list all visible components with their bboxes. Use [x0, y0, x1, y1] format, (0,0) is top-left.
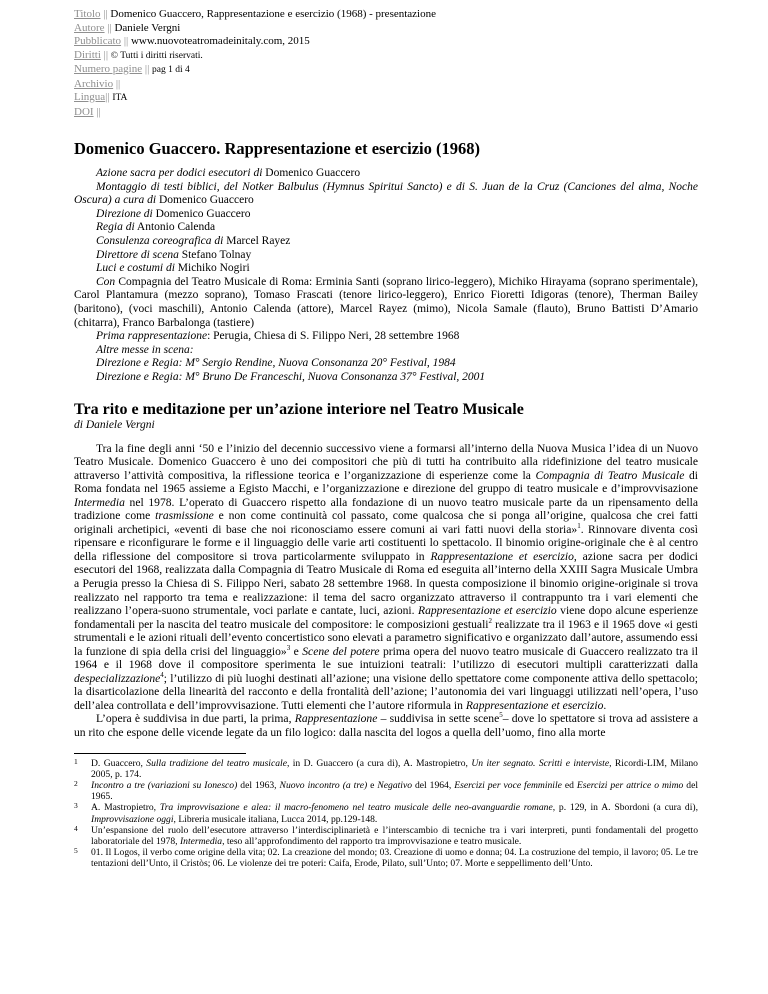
meta-value-title: Domenico Guaccero, Rappresentazione e esercizio (1968) - presentazione — [110, 8, 436, 20]
meta-row-published: Pubblicato || www.nuovoteatromadeinitaly.com, 2015 — [74, 35, 310, 47]
footnote-4: 4 Un’espansione del ruolo dell’esecutore attraverso l’interdisciplinarietà e l’interscambio di tecniche tra i vari interpreti, punti fondamentali del progetto laboratoriale del 1978, Intermedia, teso all’approfondimento del rapporto tra improvvisazione e teatro musicale. — [74, 823, 698, 847]
meta-key-archive[interactable]: Archivio — [74, 77, 114, 90]
footnote-5: 5 01. Il Logos, il verbo come origine della vita; 02. La creazione del mondo; 03. Creazione di uomo e donna; 04. La costruzione del tempio, il lavoro; 05. Le tre tentazioni dell’Unto, il Cristòs; 06. Le violenze dei tre poteri: Caifa, Erode, Pilato, sull’Unto; 07. Morte e seppellimento dell’Unto. — [74, 846, 698, 870]
meta-key-rights[interactable]: Diritti — [74, 48, 101, 61]
footnote-ref[interactable]: 1 — [577, 521, 581, 530]
section-heading: Tra rito e meditazione per un’azione interiore nel Teatro Musicale — [74, 400, 524, 418]
metadata-block — [74, 8, 698, 119]
footnote-1: 1 D. Guaccero, Sulla tradizione del teatro musicale, in D. Guaccero (a cura di), A. Mastropietro, Un iter segnato. Scritti e interviste, Ricordi-LIM, Milano 2005, p. 174. — [74, 756, 698, 780]
footnote-3: 3 A. Mastropietro, Tra improvvisazione e alea: il macro-fenomeno nel teatro musicale delle neo-avanguardie romane, p. 129, in A. Sbordoni (a cura di), Improvvisazione oggi, Libreria musicale italiana, Lucca 2014, pp.129-148. — [74, 801, 698, 825]
meta-key-author[interactable]: Autore — [74, 21, 105, 34]
credit-line: Prima rappresentazione: Perugia, Chiesa di S. Filippo Neri, 28 settembre 1968 — [96, 330, 460, 343]
article-body — [74, 442, 698, 740]
meta-row-pages: Numero pagine || pag 1 di 4 — [74, 63, 190, 75]
meta-value-pages: pag 1 di 4 — [152, 65, 190, 75]
meta-row-author: Autore || Daniele Vergni — [74, 21, 181, 34]
credit-line: Regia di Antonio Calenda — [96, 221, 216, 234]
meta-key-language[interactable]: Lingua — [74, 91, 106, 103]
footnote-ref[interactable]: 4 — [160, 670, 164, 679]
footnote-2: 2 Incontro a tre (variazioni su Ionesco) del 1963, Nuovo incontro (a tre) e Negativo del 1964, Esercizi per voce femminile ed Esercizi per attrice o mimo del 1965. — [74, 778, 698, 803]
meta-key-pages[interactable]: Numero pagine — [74, 63, 143, 75]
credit-line: Azione sacra per dodici esecutori di Domenico Guaccero — [96, 167, 361, 179]
meta-value-published: www.nuovoteatromadeinitaly.com, 2015 — [130, 35, 310, 47]
footnote-ref[interactable]: 2 — [488, 616, 493, 625]
credit-line: Luci e costumi di Michiko Nogiri — [96, 262, 250, 275]
byline: di Daniele Vergni — [74, 418, 155, 431]
meta-key-published[interactable]: Pubblicato — [74, 35, 122, 47]
meta-key-title[interactable]: Titolo — [74, 8, 101, 20]
credit-line: Direzione di Domenico Guaccero — [96, 207, 251, 220]
paragraph: L’opera è suddivisa in due parti, la prima, Rappresentazione – suddivisa in sette scene$^5$– dove lo spettatore si trova ad assistere a un rito che espone delle vicende legate da un filo logico: dalla nascita del logos a quella dell’uomo, fino alla morte — [74, 711, 699, 739]
meta-row-title: Titolo || Domenico Guaccero, Rappresentazione e esercizio (1968) - presentazione — [74, 8, 436, 20]
meta-row-language: Lingua|| ITA — [74, 91, 128, 103]
footnote-ref[interactable]: 5 — [499, 711, 503, 720]
credit-line: Direttore di scena Stefano Tolnay — [96, 248, 252, 261]
credit-line: Montaggio di testi biblici, del Notker Balbulus (Hymnus Spiritui Sancto) e di S. Juan de la Cruz (Canciones del alma, Noche Oscura) a cura di Domenico Guaccero — [74, 180, 698, 207]
document-title: Domenico Guaccero. Rappresentazione et esercizio (1968) — [74, 139, 480, 158]
credit-line: Altre messe in scena: — [96, 343, 194, 356]
meta-row-doi: DOI || — [74, 105, 101, 118]
meta-value-language: ITA — [112, 93, 128, 103]
credits-block — [74, 167, 698, 385]
document-page — [74, 8, 698, 870]
credit-line: Direzione e Regia: M° Bruno De Franceschi, Nuova Consonanza 37° Festival, 2001 — [96, 370, 486, 383]
meta-row-rights: Diritti || © Tutti i diritti riservati. — [74, 48, 203, 61]
footnote-ref[interactable]: 3 — [286, 643, 291, 652]
meta-value-author: Daniele Vergni — [114, 21, 181, 34]
meta-row-archive: Archivio || — [74, 77, 121, 90]
credit-line: Consulenza coreografica di Marcel Rayez — [96, 234, 291, 247]
credit-line: Con Compagnia del Teatro Musicale di Roma: Erminia Santi (soprano lirico-leggero), Michiko Hirayama (soprano sperimentale), Carol Plantamura (mezzo soprano), Tomaso Frascati (tenore lirico-leggero), Enrico Fioretti Idigoras (tenore), Therman Bailey (baritono), (voci maschili), Antonio Calenda (attore), Marcel Rayez (mimo), Nicola Samale (flauto), Bruno Battisti D’Amario (chitarra), Franco Barbalonga (tastiere) — [74, 275, 698, 329]
meta-value-rights: © Tutti i diritti riservati. — [110, 50, 203, 61]
paragraph: Tra la fine degli anni ‘50 e l’inizio del decennio successivo viene a formarsi all’interno della Nuova Musica l’idea di un Nuovo Teatro Musicale. Domenico Guaccero è uno dei compositori che più di tutti ha contribuito alla ridefinizione del teatro musicale attraverso l’attività compositiva, la riflessione teorica e l’organizzazione di esperienze come la Compagnia di Teatro Musicale di Roma fondata nel 1965 assieme a Egisto Macchi, e l’organizzazione e direzione del gruppo di teatro musicale e d’improvvisazione Intermedia nel 1978. L’operato di Guaccero rispetto alla fondazione di un nuovo teatro musicale parte da un ripensamento della tradizione come trasmissione e non come continuità col passato, come qualcosa che si ponga all’origine, qualcosa che crei fatti originali archetipici, «eventi di base che noi riconosciamo essere comuni ai vari fatti nuovi della storia»$^1$. Rinnovare diventa così ripensare e riconfigurare le forme e il linguaggio delle varie arti costituenti lo spettacolo. Il binomio origine-originale che è al centro della riflessione del compositore si trova particolarmente sviluppato in Rappresentazione et esercizio, azione sacra per dodici esecutori del 1968, realizzata dalla Compagnia di Teatro Musicale di Roma ed eseguita all’interno della XXIII Sagra Musicale Umbra a Perugia presso la Chiesa di S. Filippo Neri, sabato 28 settembre 1968. In questa composizione il binomio origine-originale si trova realizzato nel rapporto tra tema e realizzazione: il tema del sacro organizzato attraverso il contrappunto tra i vari elementi che realizzano l’opera-suono strumentale, voci parlate e cantate, luci, azioni. Rappresentazione et esercizio viene dopo alcune esperienze fondamentali per la nascita del teatro musicale del compositore: le composizioni gestuali$^2$ realizzate tra il 1963 e il 1965 dove «i gesti strumentali e le azioni rituali dell’evento concertistico sono elevati a parametro significativo e organizzato dall’autore, assumendo essi la funzione di spia della crisi del linguaggio»$^3$ e Scene del potere prima opera del nuovo teatro musicale di Guaccero realizzato tra il 1964 e il 1968 dove il compositore sperimenta le sue intuizioni teatrali: l’utilizzo di esecutori multipli caratterizzati dalla despecializzazione$^4$; l’utilizzo di più luoghi destinati all’azione; una visione dello spettatore come componente attiva dello spettacolo; la disarticolazione della linearità del racconto e della frontalità dell’azione; l’autonomia dei vari linguaggi utilizzati nell’opera, l’uso dell’alea controllata e dell’improvvisazione. Tutti elementi che l’autore riformula in Rappresentazione et esercizio. — [74, 441, 699, 712]
credit-line: Direzione e Regia: M° Sergio Rendine, Nuova Consonanza 20° Festival, 1984 — [96, 357, 456, 370]
meta-key-doi[interactable]: DOI — [74, 105, 94, 118]
footnote-divider — [74, 753, 246, 754]
